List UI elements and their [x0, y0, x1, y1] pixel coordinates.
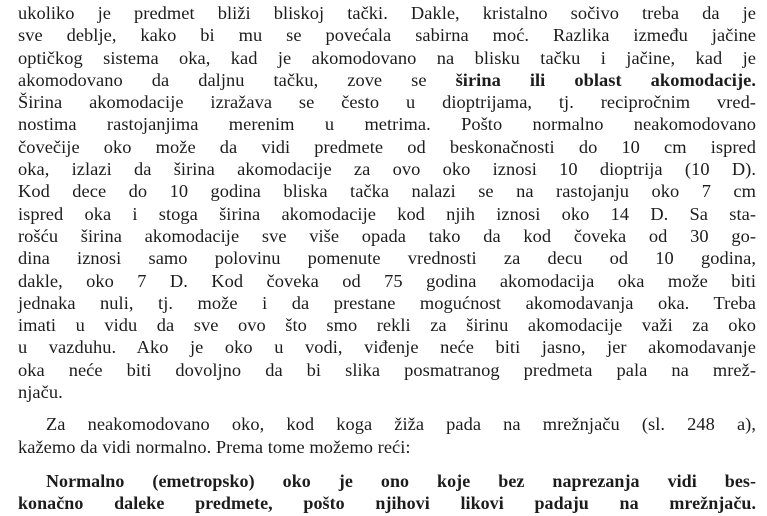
text-line: ukoliko je predmet bliži bliskoj tački. Dakle, kristalno sočivo treba da je: [18, 3, 756, 23]
definition-emmetropic-eye: [18, 470, 756, 515]
definition-line: konačno daleke predmete, pošto njihovi likovi padaju na mrežnjaču.: [18, 493, 756, 514]
text-line: Za neakomodovano oko, kod koga žiža pada na mrežnjaču (sl. 248 a),: [46, 414, 756, 435]
text-line: oka neće biti dovoljno da bi slika posmatranog predmeta pala na mrež-: [18, 359, 756, 380]
text-line: u vazduhu. Ako je oko u vodi, viđenje neće biti jasno, jer akomodavanje: [18, 337, 756, 358]
text-line: optičkog sistema oka, kad je akomodovano na blisku tačku i jačine, kad je: [18, 47, 756, 68]
text-line: rošću širina akomodacije sve više opada tako da kod čoveka od 30 go-: [18, 225, 756, 246]
text-line: Širina akomodacije izražava se često u dioptrijama, tj. recipročnim vred-: [18, 92, 756, 113]
text-segment: akomodovano da daljnu tačku, zove se: [18, 69, 456, 90]
text-line: oka, izlazi da širina akomodacije za ovo oko iznosi 10 dioptrija (10 D).: [18, 159, 756, 180]
document-page: [18, 2, 756, 515]
text-line: Kod dece do 10 godina bliska tačka nalazi se na rastojanju oko 7 cm: [18, 181, 756, 202]
text-line: dakle, oko 7 D. Kod čoveka od 75 godina akomodacija oka može biti: [18, 270, 756, 291]
text-line: dina iznosi samo polovinu pomenute vrednosti za decu od 10 godina,: [18, 248, 756, 269]
text-line: ispred oka i stoga širina akomodacije kod njih iznosi oko 14 D. Sa sta-: [18, 203, 756, 224]
bold-term: širina ili oblast akomodacije.: [455, 69, 756, 90]
text-line: čovečije oko može da vidi predmete od beskonačnosti do 10 cm ispred: [18, 136, 756, 157]
text-line: jednaka nuli, tj. može i da prestane mogućnost akomodavanja oka. Treba: [18, 292, 756, 313]
text-line: imati u vidu da sve ovo što smo rekli za širinu akomodacije važi za oko: [18, 315, 756, 336]
text-line: kažemo da vidi normalno. Prema tome možemo reći:: [18, 436, 411, 457]
paragraph-normal-eye: [18, 413, 756, 458]
definition-line: Normalno (emetropsko) oko je ono koje bez naprezanja vidi bes-: [46, 470, 756, 491]
text-line-with-term: [18, 69, 756, 91]
text-line: nostima rastojanjima merenim u metrima. Pošto normalno neakomodovano: [18, 114, 756, 135]
text-line: sve deblje, kako bi mu se povećala sabirna moć. Razlika između jačine: [18, 25, 756, 46]
text-line: njaču.: [18, 382, 63, 403]
paragraph-accommodation: [18, 2, 756, 403]
